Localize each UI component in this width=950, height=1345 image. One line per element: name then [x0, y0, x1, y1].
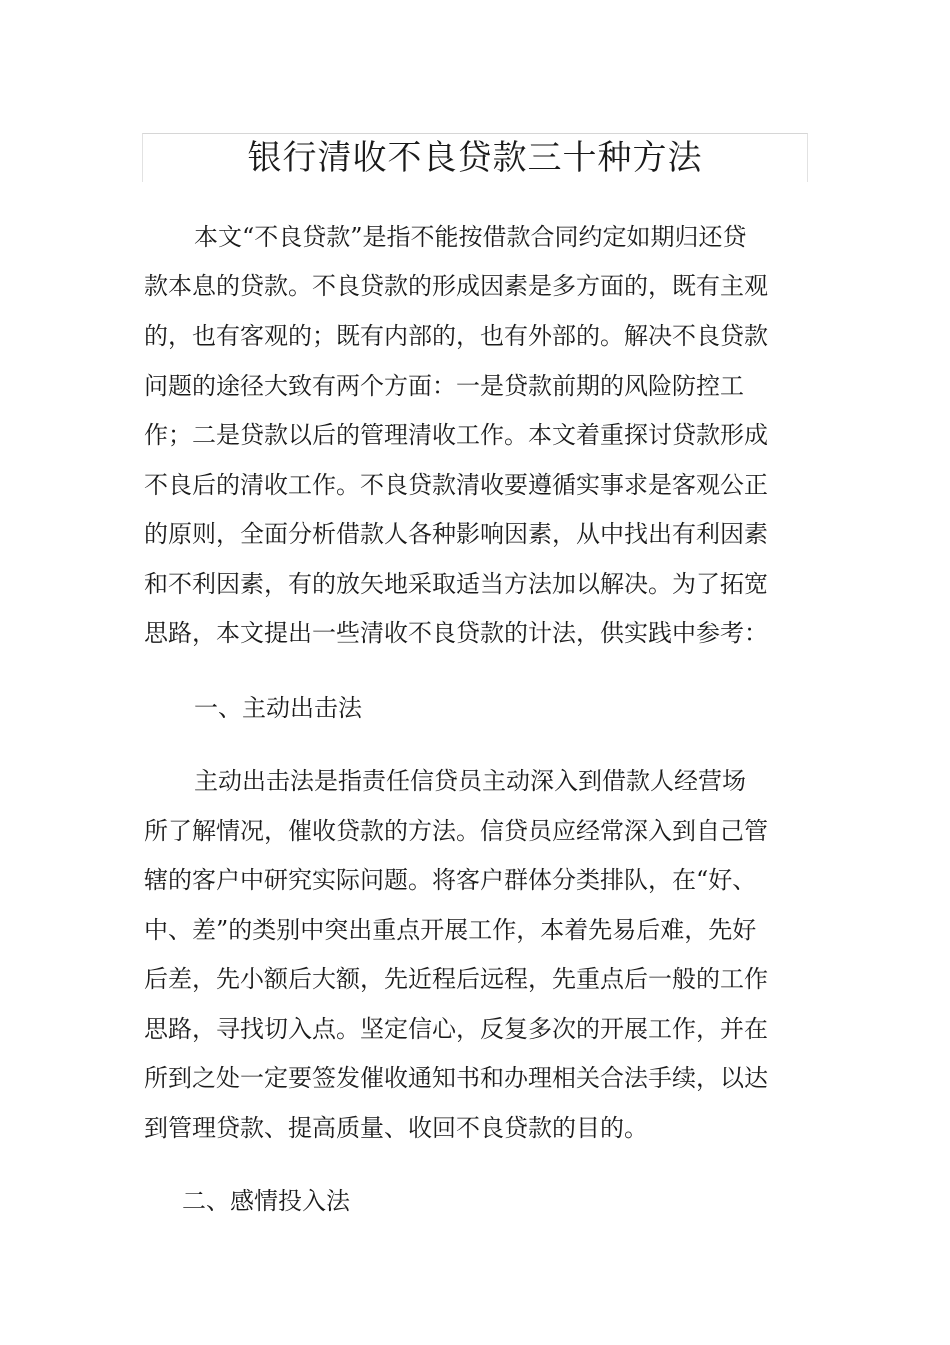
intro-line: 的原则，全面分析借款人各种影响因素，从中找出有利因素 — [144, 520, 768, 548]
section1-line: 所到之处一定要签发催收通知书和办理相关合法手续，以达 — [144, 1064, 768, 1092]
intro-line: 和不利因素，有的放矢地采取适当方法加以解决。为了拓宽 — [144, 570, 768, 598]
document-title: 银行清收不良贷款三十种方法 — [247, 138, 703, 178]
intro-line: 的，也有客观的；既有内部的，也有外部的。解决不良贷款 — [144, 322, 768, 350]
section1-line: 后差，先小额后大额，先近程后远程，先重点后一般的工作 — [144, 965, 768, 993]
section1-line: 辖的客户中研究实际问题。将客户群体分类排队，在“好、 — [144, 866, 757, 894]
section1-line: 所了解情况，催收贷款的方法。信贷员应经常深入到自己管 — [144, 817, 768, 845]
section1-line: 中、差”的类别中突出重点开展工作，本着先易后难，先好 — [144, 916, 757, 944]
intro-line: 不良后的清收工作。不良贷款清收要遵循实事求是客观公正 — [144, 471, 768, 499]
intro-line: 思路，本文提出一些清收不良贷款的计法，供实践中参考： — [144, 619, 768, 647]
section-heading-1: 一、主动出击法 — [194, 694, 362, 722]
intro-line: 问题的途径大致有两个方面：一是贷款前期的风险防控工 — [144, 372, 744, 400]
intro-line: 作；二是贷款以后的管理清收工作。本文着重探讨贷款形成 — [144, 421, 768, 449]
intro-line: 本文“不良贷款”是指不能按借款合同约定如期归还贷 — [194, 223, 747, 251]
intro-line: 款本息的贷款。不良贷款的形成因素是多方面的，既有主观 — [144, 272, 768, 300]
title-box — [142, 133, 808, 182]
section1-line: 主动出击法是指责任信贷员主动深入到借款人经营场 — [194, 767, 746, 795]
section1-line: 思路，寻找切入点。坚定信心，反复多次的开展工作，并在 — [144, 1015, 768, 1043]
section1-line: 到管理贷款、提高质量、收回不良贷款的目的。 — [144, 1114, 648, 1142]
section-heading-2: 二、感情投入法 — [182, 1187, 350, 1215]
